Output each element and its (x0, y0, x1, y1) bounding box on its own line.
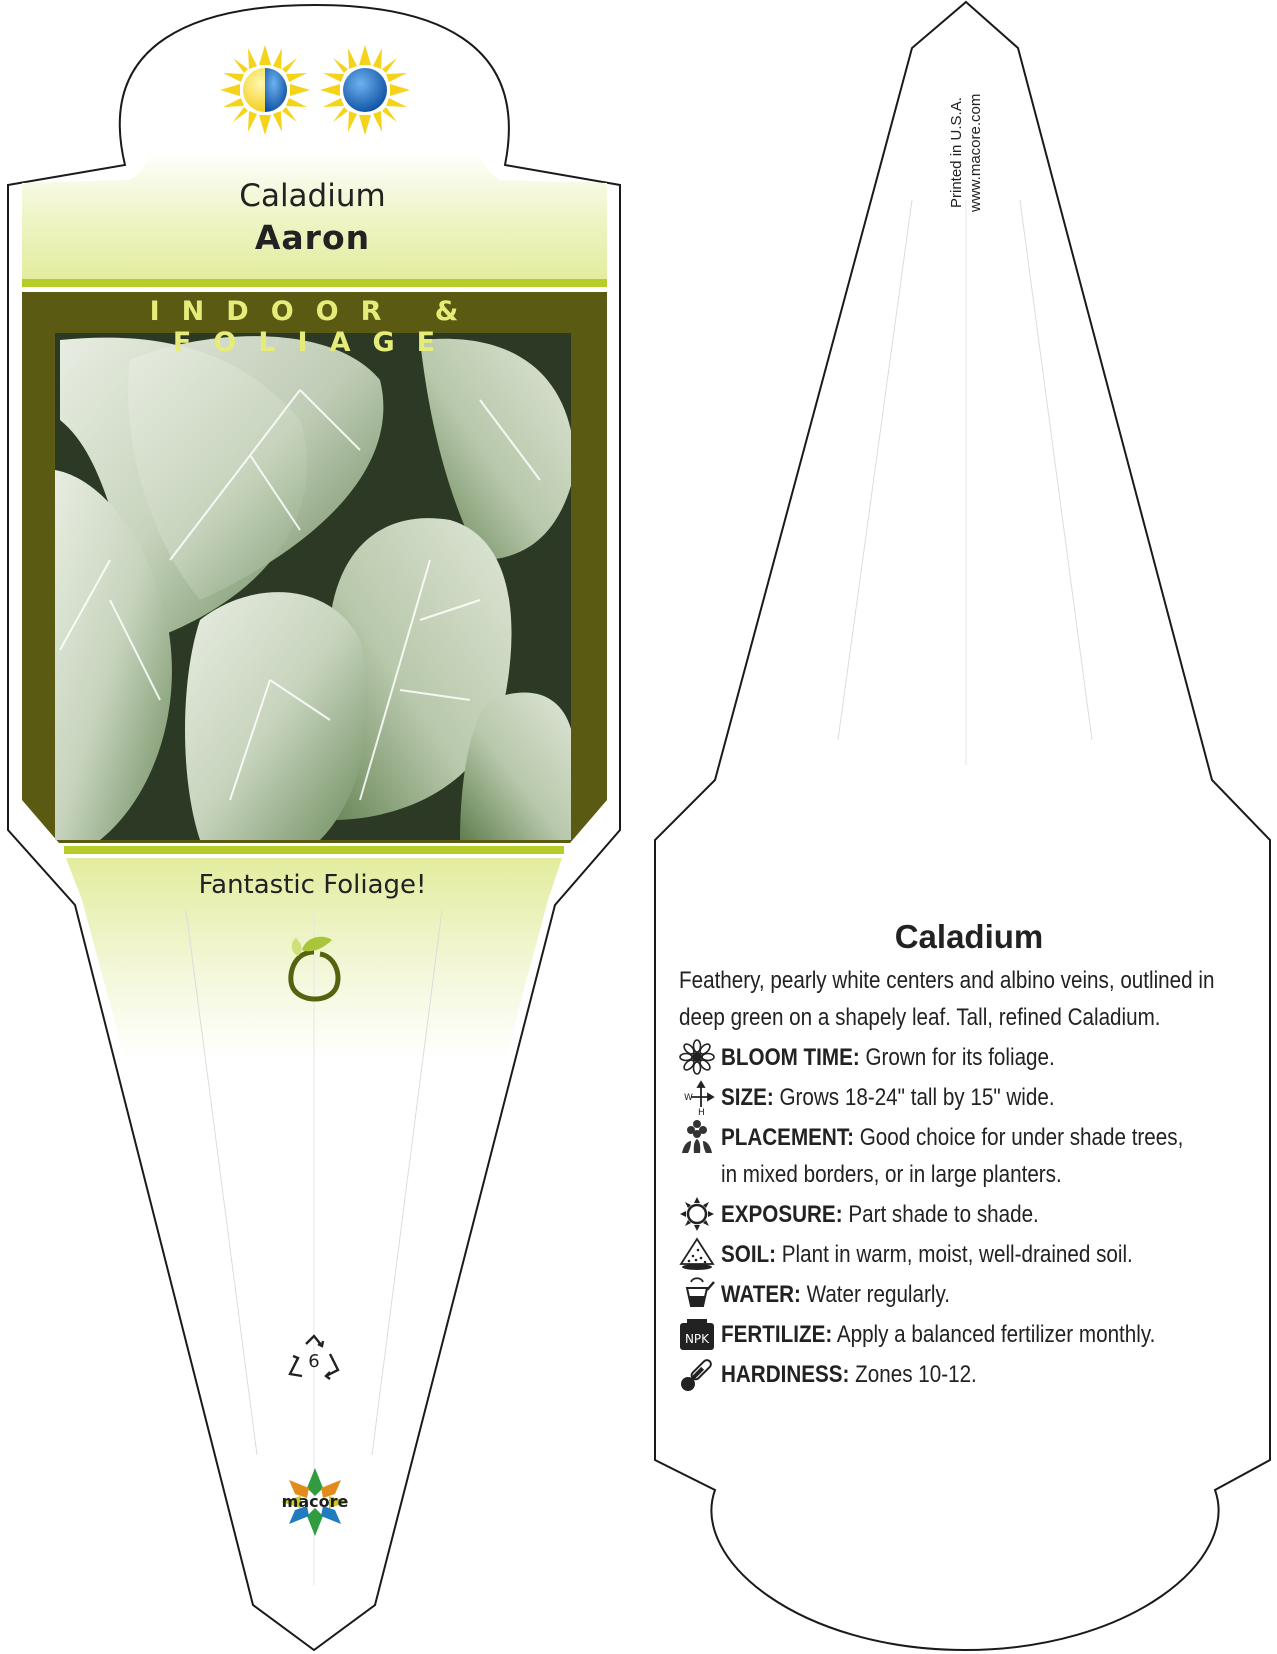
brand-name: macore (281, 1492, 349, 1511)
care-label: PLACEMENT: (721, 1124, 855, 1151)
care-soil (679, 1236, 1259, 1273)
plant-description: Feathery, pearly white centers and albino veins, outlined in deep green on a shapely leaf. Tall, refined Caladium. (679, 967, 1215, 1031)
sun-outline-icon (679, 1196, 715, 1232)
care-title: Caladium (894, 918, 1044, 955)
npk-icon (679, 1316, 715, 1352)
care-label: WATER: (721, 1281, 801, 1308)
npk-text: NPK (684, 1332, 710, 1346)
care-text: Good choice for under shade trees, in mixed borders, or in large planters. (721, 1124, 1184, 1188)
back-tag-outline (655, 2, 1270, 1650)
care-panel (679, 918, 1259, 1396)
part-sun-icon (220, 45, 310, 135)
care-text: Part shade to shade. (848, 1201, 1039, 1228)
care-size (679, 1079, 1259, 1116)
foliage-photo (55, 333, 575, 840)
macore-logo (270, 1466, 360, 1540)
care-bloom-time (679, 1039, 1259, 1076)
plant-genus: Caladium (239, 178, 386, 214)
full-shade-icon (320, 45, 410, 135)
recycle-icon (288, 1334, 340, 1382)
website: www.macore.com (967, 93, 984, 212)
printed-in: Printed in U.S.A. (948, 97, 965, 208)
care-label: EXPOSURE: (721, 1201, 843, 1228)
seedling-icon (284, 934, 344, 1006)
thermometer-icon (679, 1356, 715, 1392)
care-label: SIZE: (721, 1084, 774, 1111)
size-arrows-icon (679, 1079, 715, 1115)
care-text: Grows 18-24" tall by 15" wide. (779, 1084, 1055, 1111)
care-exposure (679, 1196, 1259, 1233)
soil-icon (679, 1236, 715, 1272)
care-fertilize (679, 1316, 1259, 1353)
care-text: Water regularly. (806, 1281, 950, 1308)
size-w-letter: W (684, 1093, 693, 1103)
care-label: SOIL: (721, 1241, 777, 1268)
care-label: FERTILIZE: (721, 1321, 833, 1348)
plant-cultivar: Aaron (254, 218, 371, 257)
care-text: Plant in warm, moist, well-drained soil. (781, 1241, 1133, 1268)
recycle-number: 6 (308, 1351, 320, 1372)
care-text: Zones 10-12. (855, 1361, 977, 1388)
category-label: INDOOR & FOLIAGE (149, 296, 481, 358)
size-h-letter: H (698, 1108, 705, 1115)
flower-icon (679, 1039, 715, 1075)
care-text: Grown for its foliage. (865, 1044, 1055, 1071)
care-hardiness (679, 1356, 1259, 1393)
care-placement (679, 1119, 1259, 1193)
placement-icon (679, 1119, 715, 1155)
care-label: BLOOM TIME: (721, 1044, 860, 1071)
care-label: HARDINESS: (721, 1361, 850, 1388)
care-water (679, 1276, 1259, 1313)
watering-can-icon (679, 1276, 715, 1312)
care-text: Apply a balanced fertilizer monthly. (836, 1321, 1156, 1348)
tagline: Fantastic Foliage! (198, 870, 427, 900)
